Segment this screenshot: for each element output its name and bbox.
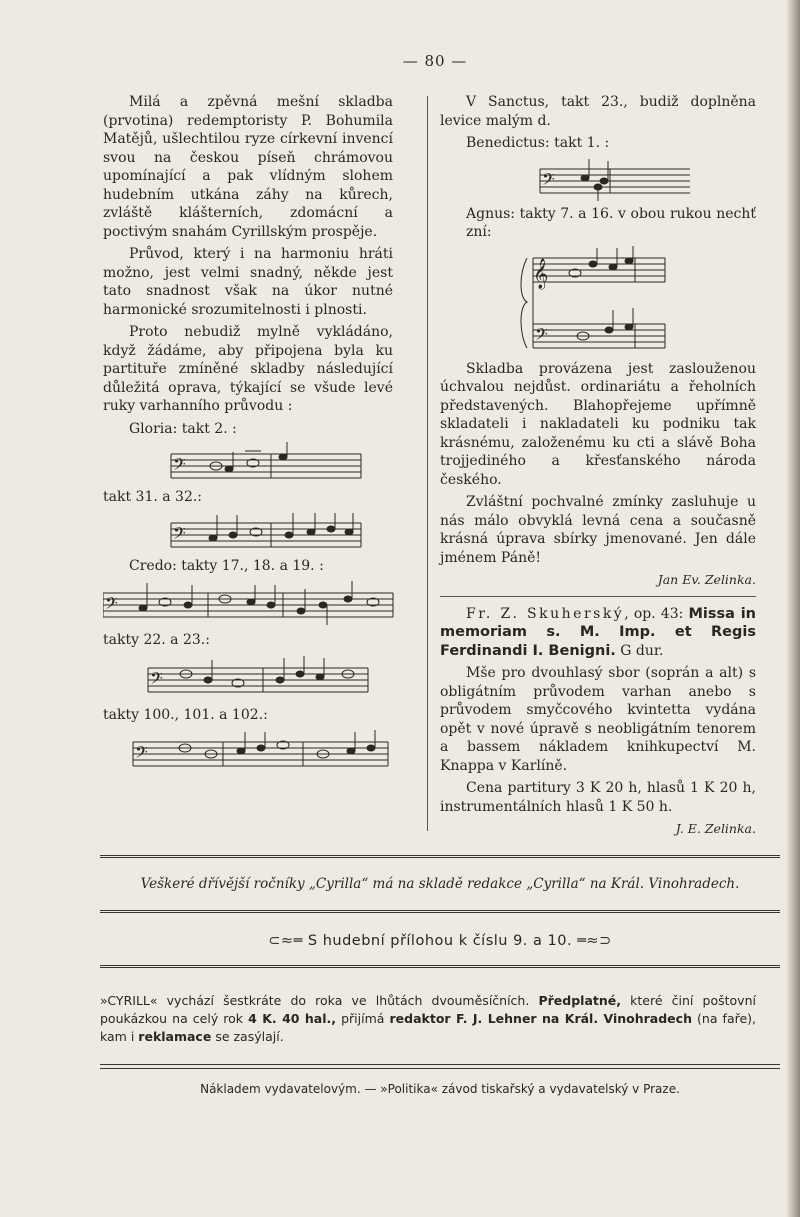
subscription-text-bold: reklamace [138,1029,212,1044]
music-notation-takt31 [103,509,393,553]
subscription-text: se zasýlají. [215,1029,284,1044]
music-notation-gloria [103,440,393,484]
svg-text:𝄢: 𝄢 [535,323,548,348]
svg-text:𝄢: 𝄢 [150,667,163,692]
review-author: Fr. Z. Skuherský [466,605,625,622]
music-notation-agnus [440,244,756,356]
supplement-text: S hudební přílohou k číslu 9. a 10. [307,933,573,949]
svg-text:𝄢: 𝄢 [105,593,118,617]
svg-text:𝄢: 𝄢 [173,522,186,547]
music-label-gloria: Gloria: takt 2. : [129,420,237,437]
footer-rule [100,1068,780,1069]
footer-rule [100,1064,780,1065]
music-notation-benedictus [440,155,756,201]
paragraph: Průvod, který i na harmoniu hráti možno, jest velmi snadný, někde jest tato snadnost však na úkor nutné harmonické srozumitelnosti i plnosti. [103,246,393,318]
paragraph: V Sanctus, takt 23., budiž doplněna levice malým d. [440,94,756,129]
music-notation-takty22 [103,652,393,702]
music-label-agnus: Agnus: takty 7. a 16. v obou rukou nechť zní: [466,205,756,240]
page-number: — 80 — [402,52,468,70]
svg-text:𝄢: 𝄢 [542,168,555,193]
subscription-text: »CYRILL« vychází šestkráte do roka ve lhůtách dvouměsíčních. [100,993,530,1008]
paragraph: Skladba provázena jest zaslouženou úchvalou nejdůst. ordinariátu a řeholních představených. Blahopřejeme upřímně skladateli i nakladateli ku podniku tak krásnému, založenému ku cti a slávě Boha trojjediného a křesťanského národa českého. [440,360,756,488]
subscription-text: které činí poštovní poukázkou na celý rok [100,993,756,1026]
ornament-right-icon: ═≈⊃ [577,933,612,949]
review-key: G dur. [620,642,664,659]
review-opus: , op. 43: [624,605,684,622]
subscription-price: 4 K. 40 hal., [248,1011,337,1026]
subscription-text-bold: Předplatné, [538,993,621,1008]
music-label-takt31: takt 31. a 32.: [103,489,203,505]
paragraph: Proto nebudiž mylně vykládáno, když žádáme, aby připojena byla ku partituře zmíněné skladby následující důležitá oprava, týkající se všude levé ruky varhanního průvodu : [103,324,393,414]
svg-text:𝄢: 𝄢 [173,454,186,478]
supplement-line [100,933,780,949]
review-heading [440,605,756,661]
music-label-takty22: takty 22. a 23.: [103,632,210,648]
footer-rule [100,910,780,913]
subscription-info [100,992,756,1046]
ornament-left-icon: ⊂≈═ [268,933,303,949]
subscription-text: přijímá [341,1011,385,1026]
signature: J. E. Zelinka. [675,821,756,836]
paragraph: Zvláštní pochvalné zmínky zasluhuje u nás málo obvyklá levná cena a současně krásná úprava sbírky jmenované. Jen dále jménem Páně! [440,494,756,566]
music-notation-takty100 [103,726,393,776]
right-column [440,93,756,845]
paragraph: Cena partitury 3 K 20 h, hlasů 1 K 20 h, instrumentálních hlasů 1 K 50 h. [440,780,756,815]
publisher-line: Nákladem vydavatelovým. — »Politika« závod tiskařský a vydavatelský v Praze. [200,1082,680,1096]
footer-rule [100,965,780,968]
column-divider [427,96,428,831]
svg-text:𝄢: 𝄢 [135,742,148,766]
subscription-editor: redaktor F. J. Lehner na Král. Vinohradech [389,1011,692,1026]
svg-text:𝄞: 𝄞 [533,258,549,289]
back-issues-notice: Veškeré dřívější ročníky „Cyrilla“ má na skladě redakce „Cyrilla“ na Král. Vinohradech. [140,876,740,892]
footer-rule [100,855,780,858]
music-label-benedictus: Benedictus: takt 1. : [466,135,610,151]
review-title: Missa in memoriam s. M. Imp. et Regis Ferdinandi I. Benigni. [440,605,756,659]
section-divider [440,596,756,597]
paragraph: Mše pro dvouhlasý sbor (soprán a alt) s obligátním průvodem varhan anebo s průvodem smyčcového kvintetta vydána opět v nové úpravě s neobligátním tenorem a bassem nákladem knihkupectví M. Knappa v Karlíně. [440,665,756,774]
left-column [103,93,393,780]
signature: Jan Ev. Zelinka. [657,572,756,587]
music-label-takty100: takty 100., 101. a 102.: [103,706,268,723]
subscription-text: (na faře), kam i [100,1011,757,1044]
paragraph: Milá a zpěvná mešní skladba (prvotina) redemptoristy P. Bohumila Matějů, ušlechtilou ryze církevní invencí svou na českou píseň chrámovou upomínající a pak vlídným slohem hudebním utkána záhy na kůrech, zvláště klášterních, zdomácní a poctivým snahám Cyrillským prospěje. [103,94,393,240]
music-label-credo: Credo: takty 17., 18. a 19. : [129,557,324,574]
music-notation-credo [103,577,395,627]
page-edge [786,0,800,1217]
